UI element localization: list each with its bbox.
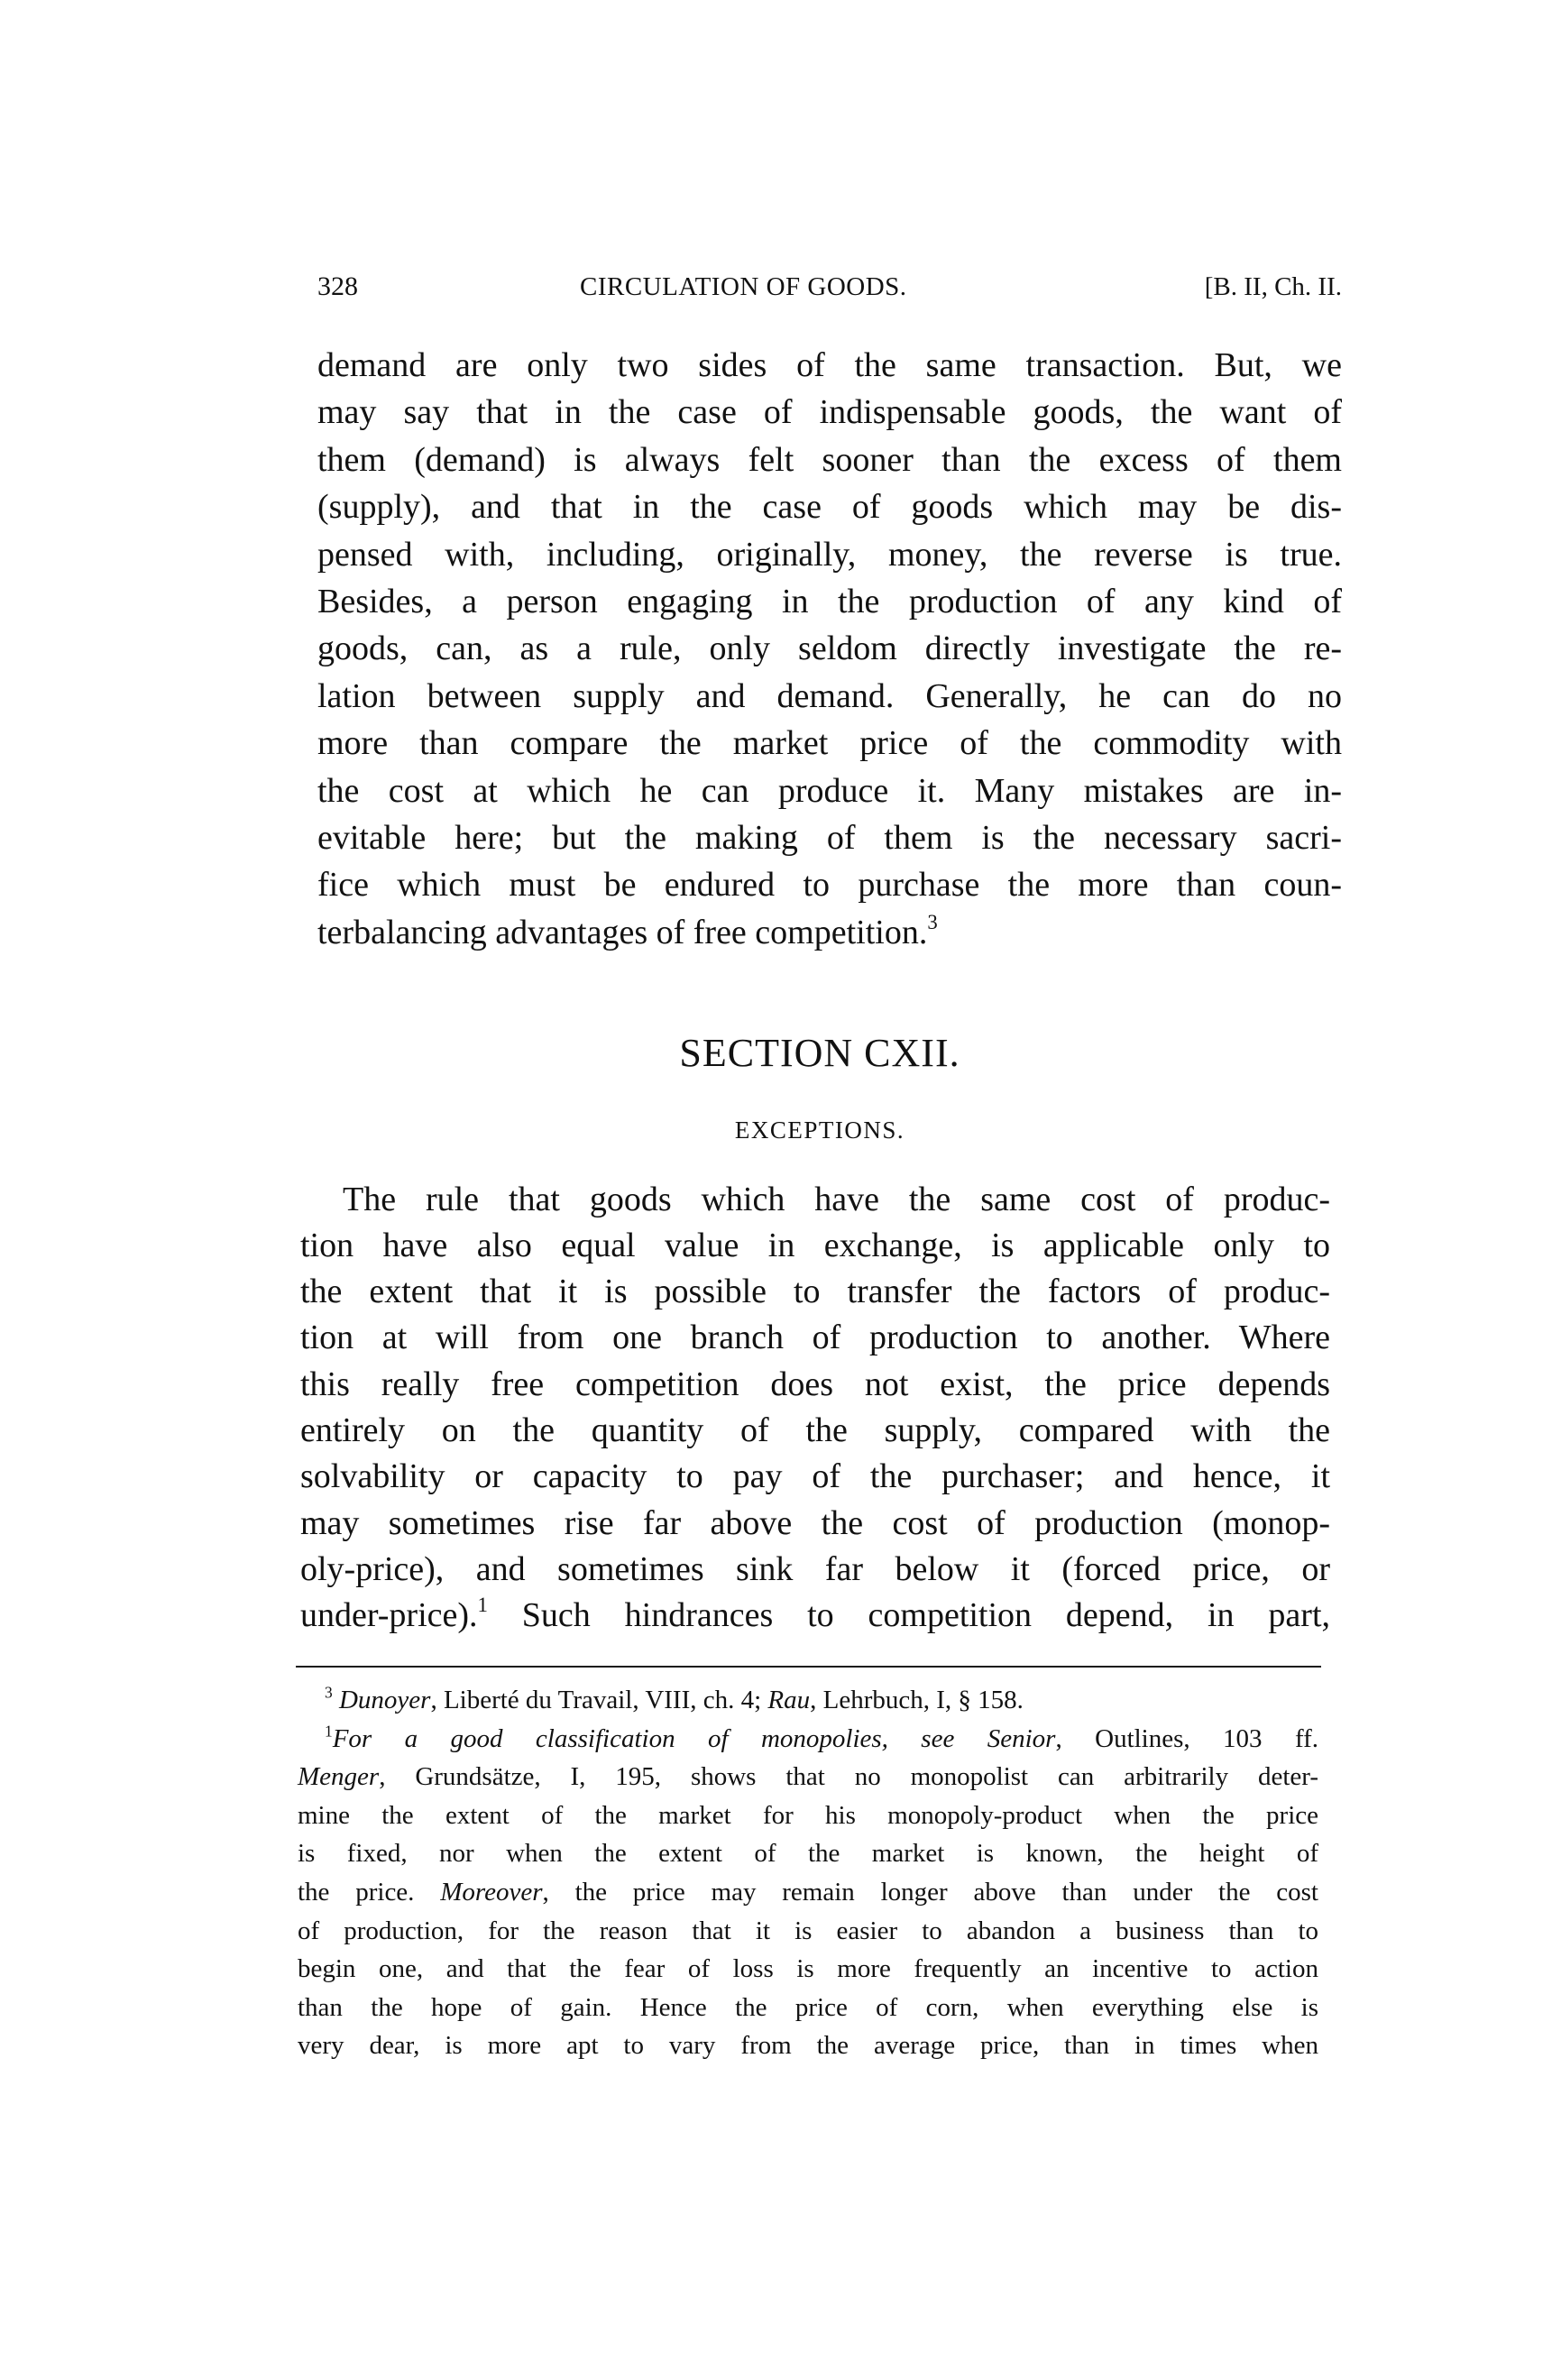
text-line: fice which must be endured to purchase the more than coun- xyxy=(317,866,1342,905)
footnote-ref-3[interactable]: 3 xyxy=(927,910,938,933)
author-name: Dunoyer xyxy=(338,1686,431,1714)
paragraph-exceptions xyxy=(300,1177,1330,1640)
running-title: CIRCULATION OF GOODS. xyxy=(580,272,907,301)
text-line: may say that in the case of indispensable goods, the want of xyxy=(317,393,1342,432)
text-line: evitable here; but the making of them is the necessary sacri- xyxy=(317,818,1342,857)
section-title: SECTION CXII. xyxy=(679,1031,960,1075)
text-fragment: terbalancing advantages of free competition. xyxy=(317,913,928,951)
text-line: pensed with, including, originally, money, the reverse is true. xyxy=(317,535,1342,574)
text-fragment: under-price). xyxy=(300,1596,478,1635)
text-line: lation between supply and demand. Generally, he can do no xyxy=(317,676,1342,715)
author-name: Menger xyxy=(298,1762,380,1792)
footnote-1-line xyxy=(298,1873,1318,1912)
text-line: (supply), and that in the case of goods which may be dis- xyxy=(317,488,1342,527)
text-line: the extent that it is possible to transfer the factors of produc- xyxy=(300,1273,1330,1311)
text-line: entirely on the quantity of the supply, compared with the xyxy=(300,1411,1330,1449)
footnotes xyxy=(298,1681,1318,2065)
footnote-text-italic: Moreover xyxy=(440,1877,543,1907)
text-line: Besides, a person engaging in the production of any kind of xyxy=(317,582,1342,620)
text-line-first: The rule that goods which have the same cost of produc- xyxy=(343,1180,1330,1218)
chapter-reference: [B. II, Ch. II. xyxy=(1204,272,1342,301)
citation-text: , the price may remain longer above than under the cost xyxy=(542,1877,1318,1907)
footnote-3 xyxy=(298,1681,1318,1720)
running-header xyxy=(317,269,1342,305)
text-line: demand are only two sides of the same transaction. But, we xyxy=(317,346,1342,384)
footnote-1-line: than the hope of gain. Hence the price of corn, when everything else is xyxy=(298,1992,1318,2022)
text-line: solvability or capacity to pay of the purchaser; and hence, it xyxy=(300,1457,1330,1496)
text-line: this really free competition does not exist, the price depends xyxy=(300,1365,1330,1403)
text-line xyxy=(300,1593,1330,1639)
footnote-1-line: very dear, is more apt to vary from the average price, than in times when xyxy=(298,2031,1318,2061)
footnote-1-line xyxy=(298,1758,1318,1796)
footnote-marker: 3 xyxy=(325,1683,333,1702)
footnote-1-line: of production, for the reason that it is easier to abandon a business than to xyxy=(298,1916,1318,1945)
footnote-marker: 1 xyxy=(325,1722,333,1741)
footnote-ref-1[interactable]: 1 xyxy=(477,1594,488,1617)
text-line: more than compare the market price of the commodity with xyxy=(317,724,1342,763)
footnote-1-line: is fixed, nor when the extent of the market is known, the height of xyxy=(298,1839,1318,1869)
citation-text: the price. xyxy=(298,1877,441,1907)
text-line: them (demand) is always felt sooner than the excess of them xyxy=(317,440,1342,479)
citation-text: , Grundsätze, I, 195, shows that no monopolist can arbitrarily deter- xyxy=(379,1762,1318,1792)
citation-text: , Liberté du Travail, VIII, ch. 4; xyxy=(430,1686,768,1714)
citation-text: , Lehrbuch, I, § 158. xyxy=(810,1686,1024,1714)
text-line: oly-price), and sometimes sink far below it (forced price, or xyxy=(300,1549,1330,1588)
text-line: the cost at which he can produce it. Many mistakes are in- xyxy=(317,771,1342,810)
citation-text: , Outlines, 103 ff. xyxy=(1055,1723,1318,1753)
text-line-last xyxy=(317,909,1342,956)
paragraph-continuation xyxy=(317,342,1342,956)
footnote-text-italic: For a good classification of monopolies, see xyxy=(332,1723,987,1753)
footnote-divider xyxy=(296,1666,1321,1668)
author-name: Senior xyxy=(987,1723,1056,1753)
footnote-1-line xyxy=(298,1720,1318,1759)
text-line: may sometimes rise far above the cost of production (monop- xyxy=(300,1503,1330,1542)
text-fragment: Such hindrances to competition depend, in part, xyxy=(487,1596,1330,1635)
text-line: goods, can, as a rule, only seldom directly investigate the re- xyxy=(317,629,1342,668)
text-line: tion at will from one branch of production to another. Where xyxy=(300,1319,1330,1357)
author-name: Rau xyxy=(767,1686,811,1714)
footnote-1-line: mine the extent of the market for his monopoly-product when the price xyxy=(298,1800,1318,1830)
section-subtitle: EXCEPTIONS. xyxy=(734,1116,905,1144)
page-number: 328 xyxy=(317,271,358,301)
footnote-1-line: begin one, and that the fear of loss is more frequently an incentive to action xyxy=(298,1954,1318,1984)
text-line: tion have also equal value in exchange, is applicable only to xyxy=(300,1226,1330,1264)
